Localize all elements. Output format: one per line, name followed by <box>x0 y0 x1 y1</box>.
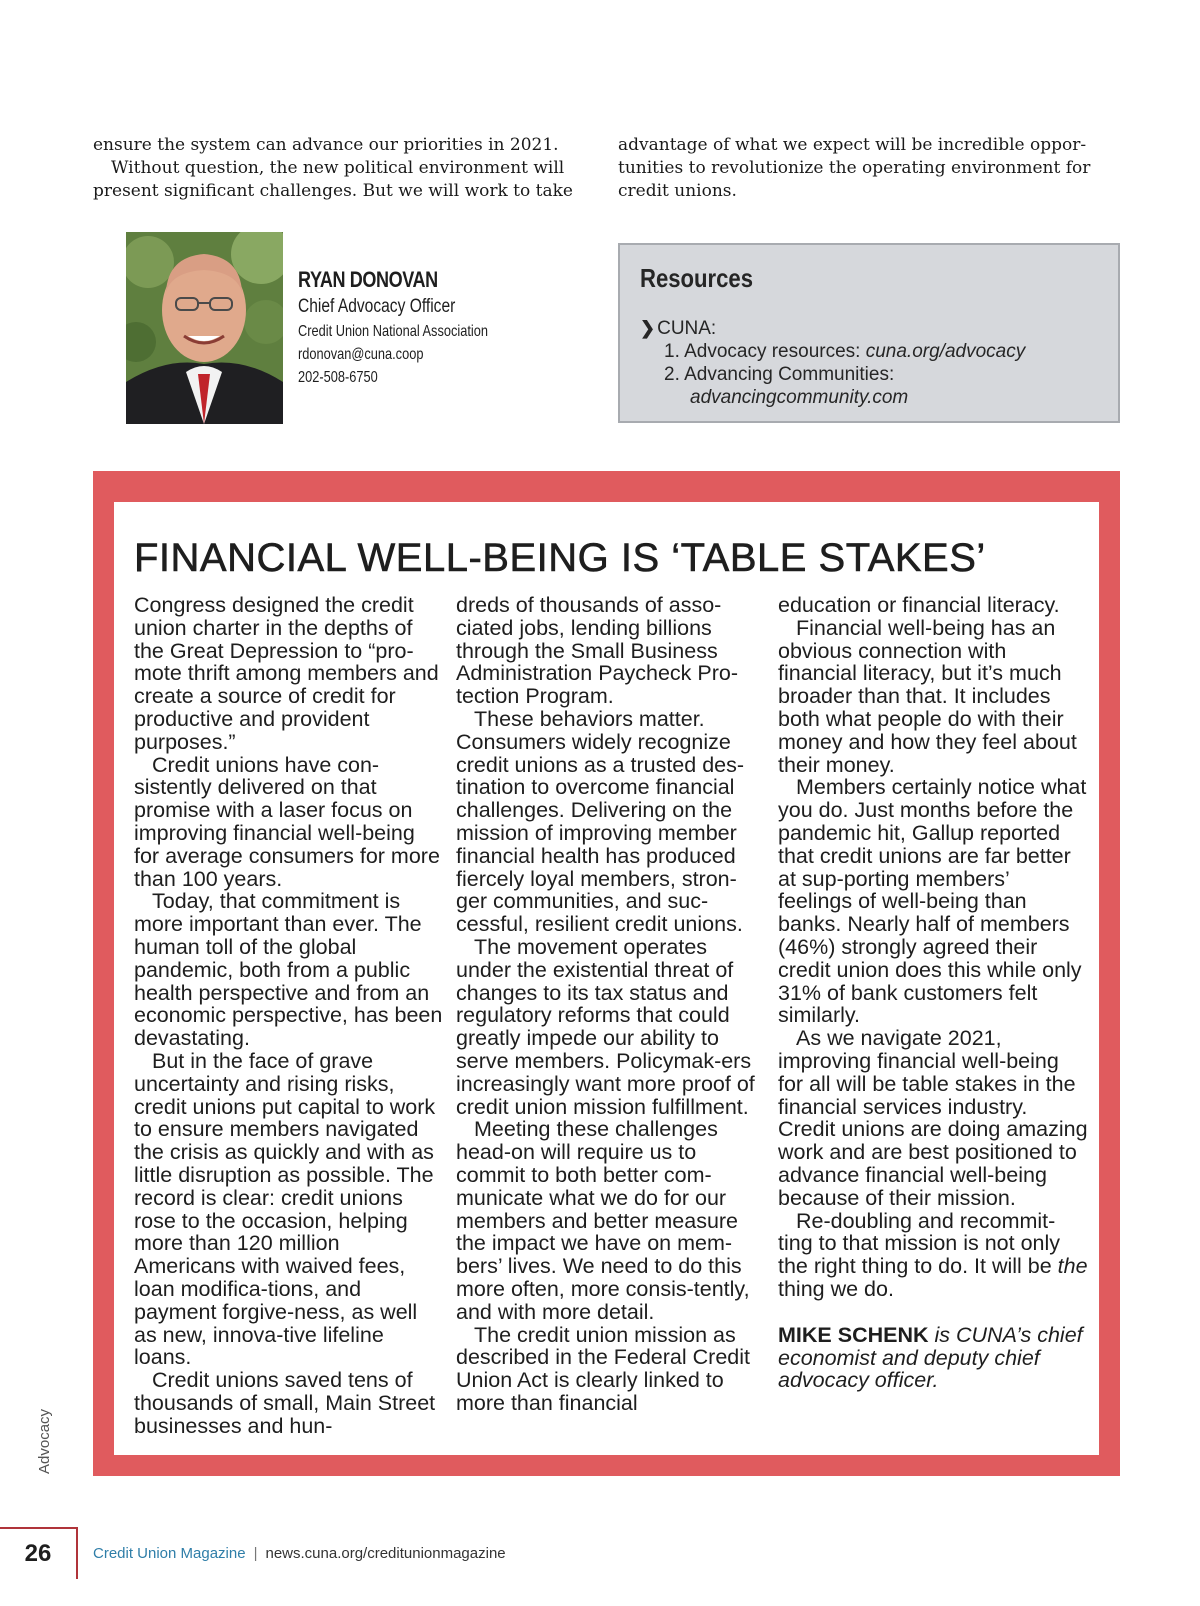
resources-box <box>618 243 1120 423</box>
resource-item <box>640 363 1025 409</box>
paragraph: dreds of thousands of asso-ciated jobs, lending billions through the Small Business Administration Paycheck Pro-tection Program. <box>456 593 738 709</box>
author-organization: Credit Union National Association <box>298 323 488 340</box>
footer-separator: | <box>253 1545 258 1562</box>
resources-title: Resources <box>640 263 754 293</box>
paragraph: Without question, the new political environment will present significant challenges. But we will work to take <box>93 158 573 201</box>
feature-column-1 <box>134 594 444 1437</box>
paragraph: advantage of what we expect will be incredible oppor-tunities to revolutionize the operating environment for credit unions. <box>618 135 1091 201</box>
feature-column-3 <box>778 594 1088 1392</box>
paragraph: These behaviors matter. Consumers widely recognize credit unions as a trusted des-tination to overcome financial challenges. Delivering on the mission of improving member financial health has produced fiercely loyal members, stron-ger communities, and suc-cessful, resilient credit unions. <box>456 706 745 937</box>
closing-text-end: thing we do. <box>778 1276 894 1301</box>
resource-item-prefix: 1. Advocacy resources: <box>664 341 866 362</box>
byline-name: MIKE SCHENK <box>778 1322 929 1347</box>
feature-title: FINANCIAL WELL-BEING IS ‘TABLE STAKES’ <box>134 536 986 580</box>
author-name: RYAN DONOVAN <box>298 267 438 292</box>
closing-emphasis: the <box>1057 1254 1088 1279</box>
paragraph: The credit union mission as described in the Federal Credit Union Act is clearly linked to more than financial <box>456 1322 750 1415</box>
paragraph: Credit unions saved tens of thousands of small, Main Street businesses and hun- <box>134 1368 436 1438</box>
paragraph: The movement operates under the existential threat of changes to its tax status and regulatory reforms that could greatly impede our ability to serve members. Policymak-ers increasingly want more proof of credit union mission fulfillment. <box>456 934 755 1119</box>
author-email-link[interactable]: rdonovan@cuna.coop <box>298 346 424 363</box>
author-info <box>298 266 558 389</box>
footer-url-link[interactable]: news.cuna.org/creditunionmagazine <box>265 1545 506 1562</box>
byline <box>778 1324 1088 1392</box>
paragraph: Meeting these challenges head-on will require us to commit to both better com-municate what we do for our members and better measure the impact we have on mem-bers’ lives. We need to do this more often, more consis-tently, and with more detail. <box>456 1117 750 1324</box>
feature-column-2 <box>456 594 766 1415</box>
paragraph: Congress designed the credit union charter in the depths of the Great Depression to “pro-mote thrift among members and create a source of credit for productive and provident purposes.” <box>134 593 439 754</box>
resources-list <box>640 317 1025 409</box>
closing-text: Re-doubling and recommit-ting to that mission is not only the right thing to do. It will be <box>778 1208 1061 1279</box>
author-photo <box>126 232 283 424</box>
paragraph: ensure the system can advance our priorities in 2021. <box>93 135 559 155</box>
resource-link[interactable]: cuna.org/advocacy <box>865 341 1026 362</box>
closing-paragraph <box>778 1210 1088 1301</box>
author-title: Chief Advocacy Officer <box>298 296 456 317</box>
resources-category-label: CUNA: <box>657 318 717 339</box>
paragraph: But in the face of grave uncertainty and rising risks, credit unions put capital to work to ensure members navigated the crisis as quickly and with as little disruption as possible. The record is clear: credit unions rose to the occasion, helping more than 120 million Americans with waived fees, loan modifica-tions, and payment forgive-ness, as well as new, innova-tive lifeline loans. <box>134 1048 436 1370</box>
resource-item-prefix: 2. Advancing Communities: <box>664 364 895 385</box>
feature-panel <box>114 502 1099 1455</box>
paragraph: Members certainly notice what you do. Just months before the pandemic hit, Gallup reported that credit unions are far better at sup-porting members’ feelings of well-being than banks. Nearly half of members (46%) strongly agreed their credit union does this while only 31% of bank customers felt similarly. <box>778 775 1087 1028</box>
paragraph: Today, that commitment is more important than ever. The human toll of the global pandemic, both from a public health perspective and from an economic perspective, has been devastating. <box>134 889 443 1051</box>
footer <box>93 1545 506 1562</box>
feature-column-3-body <box>778 594 1088 1210</box>
paragraph: education or financial literacy. <box>778 593 1060 617</box>
feature-frame <box>93 471 1120 1476</box>
resource-link[interactable]: advancingcommunity.com <box>690 387 909 408</box>
top-right-column <box>618 134 1128 203</box>
resource-item <box>640 340 1025 363</box>
section-label: Advocacy <box>36 1408 53 1474</box>
paragraph: As we navigate 2021, improving financial well-being for all will be table stakes in the financial services industry. Credit unions are doing amazing work and are best positioned to advance financial well-being because of their mission. <box>778 1026 1088 1210</box>
top-left-column <box>93 134 598 203</box>
author-phone: 202-508-6750 <box>298 369 378 386</box>
paragraph: Credit unions have con-sistently delivered on that promise with a laser focus on improving financial well-being for average consumers for more than 100 years. <box>134 752 440 891</box>
footer-magazine-name[interactable]: Credit Union Magazine <box>93 1545 246 1562</box>
page-number: 26 <box>0 1527 78 1579</box>
byline-role: is CUNA’s chief economist and deputy chief advocacy officer. <box>778 1322 1083 1393</box>
paragraph: Financial well-being has an obvious connection with financial literacy, but it’s much broader than that. It includes both what people do with their money and how they feel about their money. <box>778 615 1077 777</box>
resources-category <box>640 317 1025 340</box>
chevron-right-icon: ❯ <box>640 318 656 338</box>
